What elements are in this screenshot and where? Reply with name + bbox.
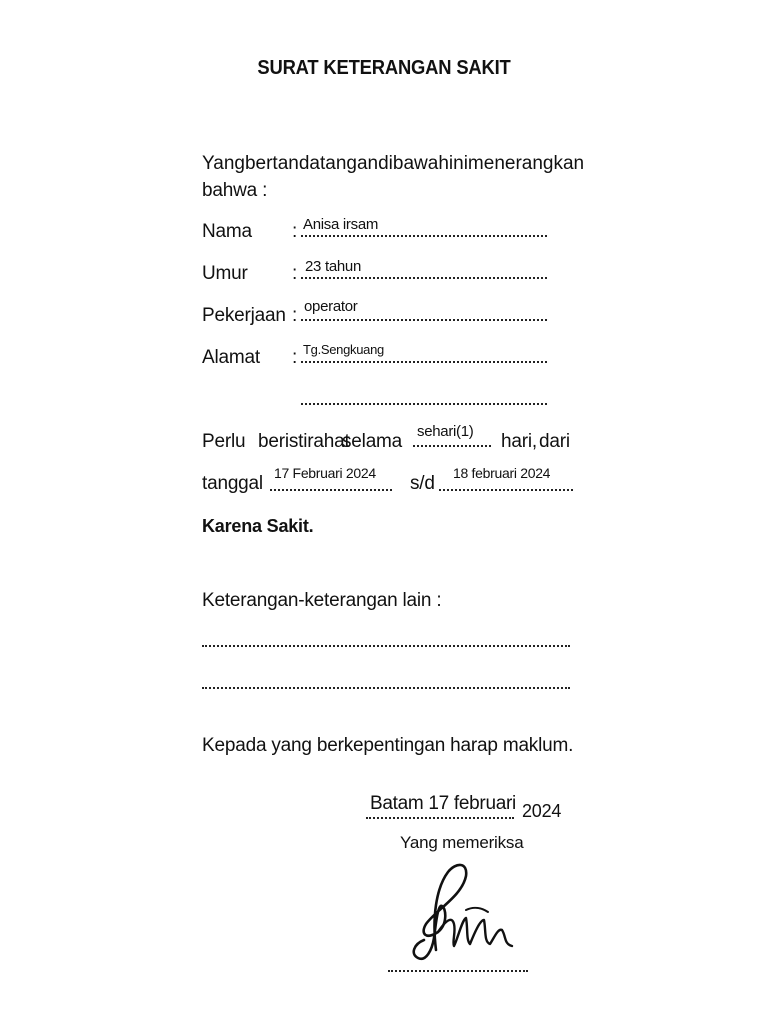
intro-word: Yang — [202, 153, 245, 174]
umur-colon: : — [292, 263, 298, 284]
alamat-value: Tg.Sengkuang — [303, 342, 384, 357]
alamat-colon: : — [292, 347, 298, 368]
rest-word-selama: selama — [342, 431, 403, 452]
rest-word-hari: hari, — [501, 431, 537, 452]
alamat-label: Alamat — [202, 347, 260, 368]
date-to-dotted-line — [439, 489, 573, 491]
place-date-year: 2024 — [522, 801, 562, 821]
place-date-value: Batam 17 februari — [370, 793, 516, 814]
document-title: SURAT KETERANGAN SAKIT — [257, 57, 511, 79]
reason-text: Karena Sakit. — [202, 516, 314, 536]
date-from-value: 17 Februari 2024 — [274, 465, 376, 481]
intro-word: menerangkan — [467, 153, 585, 174]
closing-text: Kepada yang berkepentingan harap maklum. — [202, 735, 574, 756]
nama-colon: : — [292, 221, 298, 242]
notes-dotted-line-2 — [202, 687, 570, 689]
rest-duration-dotted-line — [413, 445, 491, 447]
intro-line-1 — [202, 153, 585, 175]
rest-word-perlu: Perlu — [202, 431, 246, 452]
other-notes-label: Keterangan-keterangan lain : — [202, 590, 442, 611]
umur-dotted-line — [301, 277, 547, 279]
notes-dotted-line-1 — [202, 645, 570, 647]
pekerjaan-dotted-line — [301, 319, 547, 321]
rest-word-dari: dari — [539, 431, 570, 452]
pekerjaan-value: operator — [304, 298, 358, 315]
date-from-dotted-line — [270, 489, 392, 491]
date-to-value: 18 februari 2024 — [453, 465, 551, 481]
date-separator: s/d — [410, 473, 435, 494]
alamat-dotted-line — [301, 361, 547, 363]
nama-value: Anisa irsam — [303, 216, 379, 233]
umur-value: 23 tahun — [305, 258, 361, 275]
rest-duration-value: sehari(1) — [417, 423, 474, 440]
examiner-label: Yang memeriksa — [400, 833, 524, 852]
date-label: tanggal — [202, 473, 263, 494]
intro-word: tangan — [319, 153, 379, 174]
handwritten-signature — [396, 858, 526, 968]
place-date-dotted-line — [366, 817, 514, 819]
nama-dotted-line — [301, 235, 547, 237]
nama-label: Nama — [202, 221, 252, 242]
pekerjaan-colon: : — [292, 305, 298, 326]
intro-word: di — [378, 153, 393, 174]
intro-word: bertanda — [244, 153, 320, 174]
intro-word: ini — [448, 153, 468, 174]
signature-dotted-line — [388, 970, 528, 972]
intro-line-2: bahwa : — [202, 180, 268, 201]
rest-word-beristirahat: beristirahat — [258, 431, 350, 452]
intro-word: bawah — [392, 153, 449, 174]
pekerjaan-label: Pekerjaan — [202, 305, 286, 326]
alamat-dotted-line-2 — [301, 403, 547, 405]
umur-label: Umur — [202, 263, 248, 284]
